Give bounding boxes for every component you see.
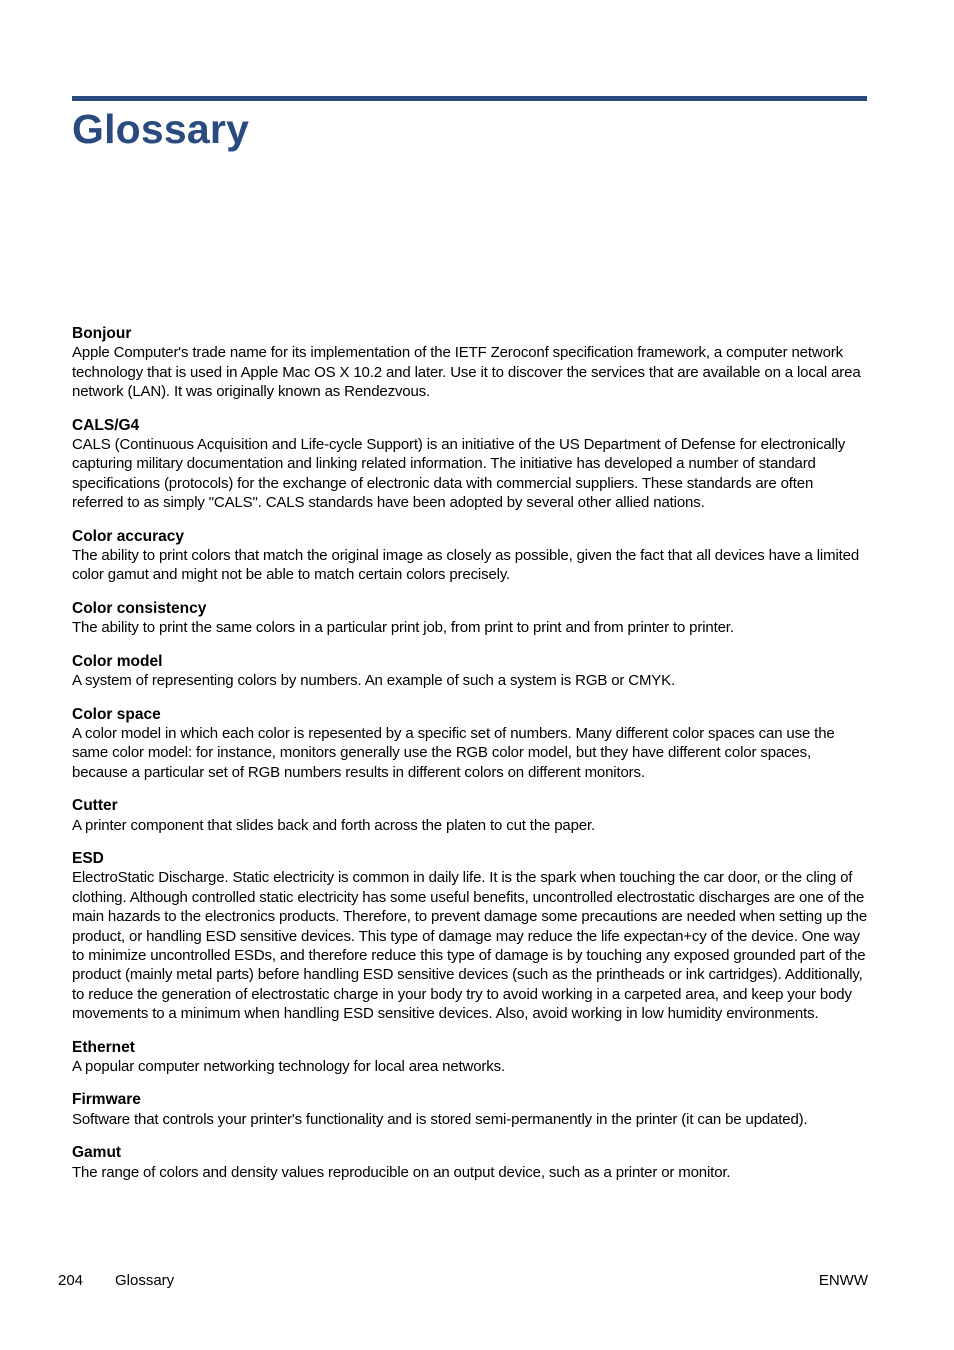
glossary-entry-gamut xyxy=(72,1143,867,1182)
title-rule xyxy=(72,96,867,101)
glossary-definition: A system of representing colors by numbers. An example of such a system is RGB or CMYK. xyxy=(72,672,676,690)
glossary-definition: Apple Computer's trade name for its implementation of the IETF Zeroconf specification framework, a computer network technology that is used in Apple Mac OS X 10.2 and later. Use it to discover the services that are available on a local area network (LAN). It was originally known as Rendezvous. xyxy=(72,344,861,401)
glossary-term: CALS/G4 xyxy=(72,416,140,434)
glossary-term: Color accuracy xyxy=(72,527,184,545)
glossary-entry-ethernet xyxy=(72,1038,867,1077)
glossary-term: Cutter xyxy=(72,797,118,815)
glossary-entry-cals-g4 xyxy=(72,416,867,513)
glossary-entry-esd xyxy=(72,849,867,1024)
footer-section-name: Glossary xyxy=(115,1272,175,1289)
glossary-term: ESD xyxy=(72,849,104,867)
glossary-definition: The ability to print colors that match the original image as closely as possible, given the fact that all devices have a limited color gamut and might not be able to match certain colors precisely. xyxy=(72,547,860,584)
glossary-definition: The range of colors and density values reproducible on an output device, such as a printer or monitor. xyxy=(72,1163,731,1181)
glossary-definition: The ability to print the same colors in a particular print job, from print to print and from printer to printer. xyxy=(72,619,734,637)
glossary-entry-color-accuracy xyxy=(72,527,867,585)
glossary-definition: A color model in which each color is repesented by a specific set of numbers. Many different color spaces can use the same color model: for instance, monitors generally use the RGB color model, but they have different color spaces, because a particular set of RGB numbers results in different colors on different monitors. xyxy=(72,724,835,781)
page-number: 204 xyxy=(58,1272,84,1289)
page-title: Glossary xyxy=(72,106,250,152)
document-page xyxy=(72,0,867,1350)
glossary-definition: A popular computer networking technology for local area networks. xyxy=(72,1058,505,1075)
glossary-list xyxy=(72,324,867,1196)
glossary-entry-cutter xyxy=(72,796,867,835)
glossary-definition: Software that controls your printer's functionality and is stored semi-permanently in the printer (it can be updated). xyxy=(72,1110,808,1128)
glossary-definition: CALS (Continuous Acquisition and Life-cycle Support) is an initiative of the US Department of Defense for electronically capturing military documentation and linking related information. The initiative has developed a number of standard specifications (protocols) for the exchange of electronic data with commercial suppliers. These standards are often referred to as simply "CALS". CALS standards have been adopted by several other allied nations. xyxy=(72,436,846,512)
glossary-term: Color model xyxy=(72,652,163,670)
glossary-entry-color-space xyxy=(72,705,867,783)
glossary-entry-color-consistency xyxy=(72,599,867,638)
glossary-term: Ethernet xyxy=(72,1038,135,1056)
glossary-definition: A printer component that slides back and forth across the platen to cut the paper. xyxy=(72,816,596,834)
glossary-term: Bonjour xyxy=(72,325,132,342)
glossary-term: Firmware xyxy=(72,1091,141,1109)
glossary-entry-bonjour xyxy=(72,324,867,402)
footer-locale-code: ENWW xyxy=(818,1272,868,1289)
page-footer xyxy=(58,1270,868,1292)
glossary-entry-firmware xyxy=(72,1090,867,1129)
glossary-term: Gamut xyxy=(72,1144,122,1162)
glossary-entry-color-model xyxy=(72,652,867,691)
glossary-definition: ElectroStatic Discharge. Static electricity is common in daily life. It is the spark when touching the car door, or the cling of clothing. Although controlled static electricity has some useful benefits, uncontrolled electrostatic discharges are one of the main hazards to the electronics products. Therefore, to prevent damage some precautions are needed when setting up the product, or handling ESD sensitive devices. This type of damage may reduce the life expectan+cy of the device. One way to minimize uncontrolled ESDs, and therefore reduce this type of damage is by touching any exposed grounded part of the product (mainly metal parts) before handling ESD sensitive devices (such as the printheads or ink cartridges). Additionally, to reduce the generation of electrostatic charge in your body try to avoid working in a carpeted area, and keep your body movements to a minimum when handling ESD sensitive devices. Also, avoid working in low humidity environments. xyxy=(72,869,868,1023)
glossary-term: Color space xyxy=(72,705,161,723)
glossary-term: Color consistency xyxy=(72,599,207,617)
